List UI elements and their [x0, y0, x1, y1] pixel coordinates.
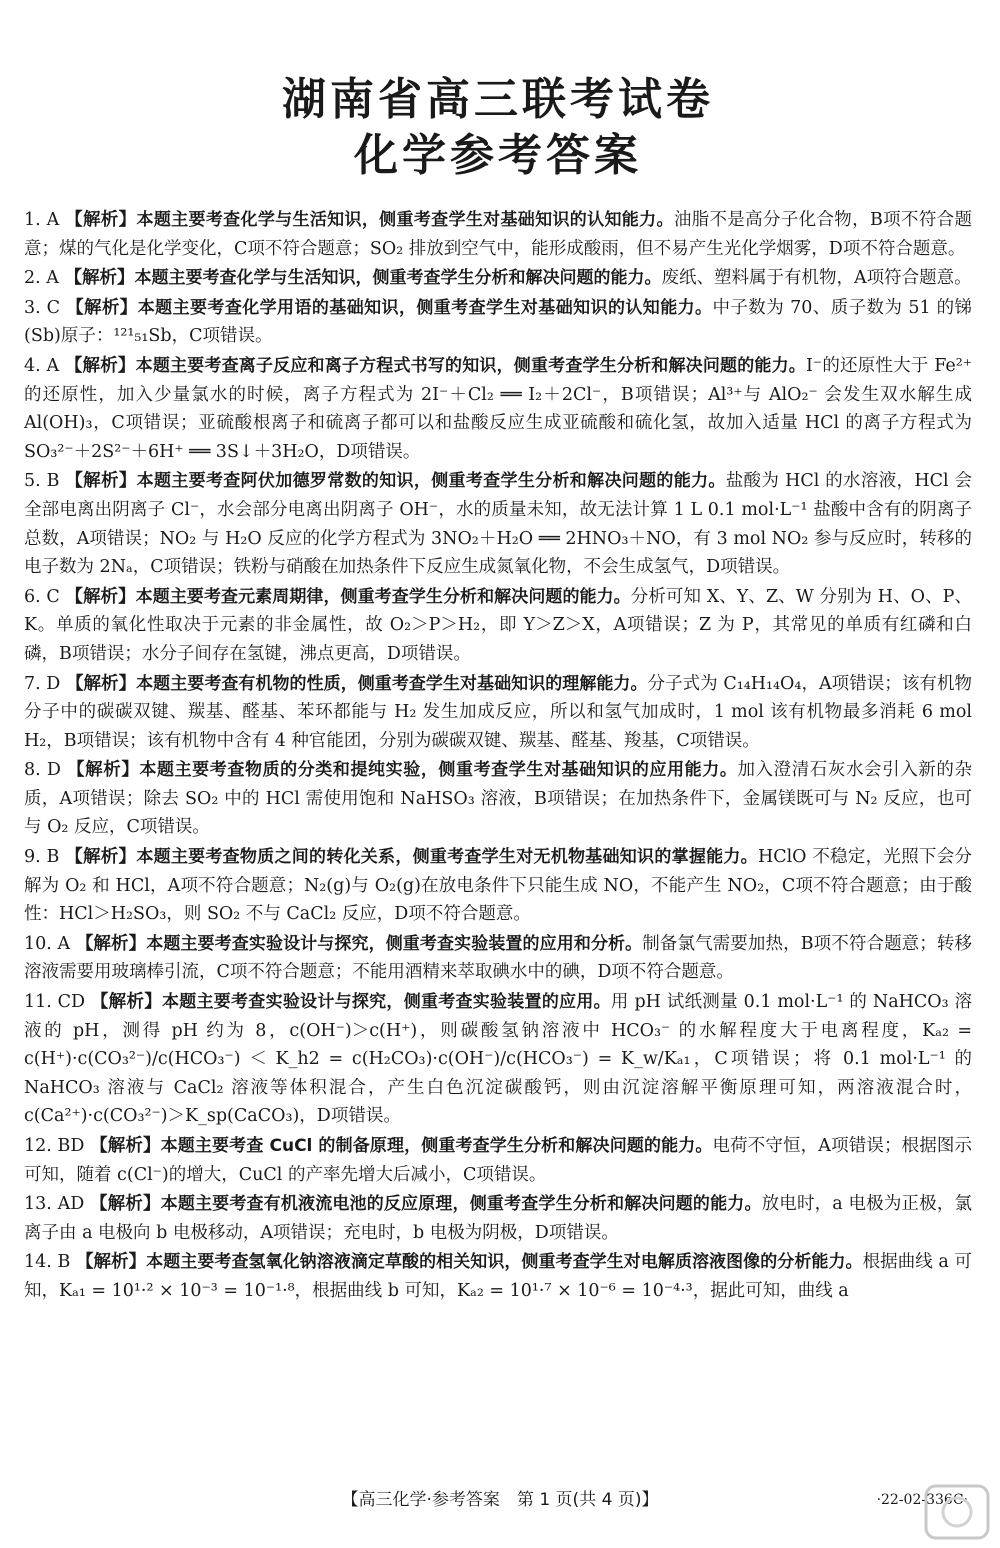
analysis-tag: 【解析】	[65, 471, 137, 492]
analysis-body: 分子式为 C₁₄H₁₄O₄，A项错误；该有机物分子中的碳碳双键、羰基、醛基、苯环都能与 H₂ 发生加成反应，所以和氢气加成时，1 mol 该有机物最多消耗 6 mol H₂，B项错误；该有机物中含有 4 种官能团，分别为碳碳双键、羰基、醛基、羧基，C项错误。	[24, 673, 972, 751]
footer-paper-code: ·22-02-336C·	[876, 1492, 968, 1508]
answer-item-8	[24, 756, 972, 842]
analysis-tag: 【解析】	[65, 673, 137, 694]
analysis-tag: 【解析】	[64, 355, 136, 376]
analysis-body: 废纸、塑料属于有机物，A项符合题意。	[661, 268, 972, 289]
answer-item-1	[24, 206, 972, 263]
answer-number: 5. B	[24, 471, 60, 492]
answer-item-12	[24, 1132, 972, 1189]
answer-item-11	[24, 988, 972, 1131]
analysis-tag: 【解析】	[75, 933, 147, 954]
watermark-logo-icon	[922, 1480, 992, 1544]
analysis-body: 电荷不守恒，A项错误；根据图示可知，随着 c(Cl⁻)的增大，CuCl 的产率先增大后减小，C项错误。	[24, 1136, 972, 1185]
analysis-lead: 本题主要考查元素周期律，侧重考查学生分析和解决问题的能力。	[135, 586, 631, 607]
analysis-body: 分析可知 X、Y、Z、W 分别为 H、O、P、K。单质的氧化性取决于元素的非金属性，故 O₂＞P＞H₂，即 Y＞Z＞X，A项错误；Z 为 P，其常见的单质有红磷和白磷，B项错误；水分子间存在氢键，沸点更高，D项错误。	[24, 586, 973, 664]
answer-number: 14. B	[24, 1252, 71, 1273]
analysis-body: I⁻的还原性大于 Fe²⁺ 的还原性，加入少量氯水的时候，离子方程式为 2I⁻＋Cl₂ ══ I₂＋2Cl⁻，B项错误；Al³⁺与 AlO₂⁻ 会发生双水解生成 Al(OH)₃，C项错误；亚硫酸根离子和硫离子都可以和盐酸反应生成亚硫酸和硫化氢，故加入适量 HCl 的离子方程式为 SO₃²⁻＋2S²⁻＋6H⁺ ══ 3S↓＋3H₂O，D项错误。	[24, 355, 973, 462]
page-footer	[0, 1486, 1000, 1514]
analysis-body: 用 pH 试纸测量 0.1 mol·L⁻¹ 的 NaHCO₃ 溶液的 pH，测得 pH 约为 8，c(OH⁻)＞c(H⁺)，则碳酸氢钠溶液中 HCO₃⁻ 的水解程度大于电离程度，Kₐ₂ = c(H⁺)·c(CO₃²⁻)/c(HCO₃⁻) ＜ K_h2 = c(H₂CO₃)·c(OH⁻)/c(HCO₃⁻) = K_w/Kₐ₁，C项错误；将 0.1 mol·L⁻¹ 的 NaHCO₃ 溶液与 CaCl₂ 溶液等体积混合，产生白色沉淀碳酸钙，则由沉淀溶解平衡原理可知，两溶液混合时，c(Ca²⁺)·c(CO₃²⁻)＞K_sp(CaCO₃)，D项错误。	[24, 992, 972, 1127]
answer-number: 7. D	[24, 673, 61, 694]
analysis-body: 根据曲线 a 可知，Kₐ₁ = 10¹·² × 10⁻³ = 10⁻¹·⁸，根据曲线 b 可知，Kₐ₂ = 10¹·⁷ × 10⁻⁶ = 10⁻⁴·³，据此可知，曲线 a	[24, 1252, 972, 1301]
answer-number: 4. A	[24, 355, 60, 376]
answer-number: 1. A	[24, 210, 60, 230]
analysis-tag: 【解析】	[90, 992, 162, 1013]
analysis-lead: 本题主要考查实验设计与探究，侧重考查实验装置的应用和分析。	[146, 933, 643, 954]
analysis-tag: 【解析】	[90, 1136, 161, 1156]
answer-list	[24, 206, 972, 1306]
analysis-body: 油脂不是高分子化合物，B项不符合题意；煤的气化是化学变化，C项不符合题意；SO₂ 排放到空气中，能形成酸雨，但不易产生光化学烟雾，D项不符合题意。	[24, 210, 973, 259]
answer-number: 3. C	[24, 297, 61, 318]
analysis-lead: 本题主要考查氢氧化钠溶液滴定草酸的相关知识，侧重考查学生对电解质溶液图像的分析能力。	[146, 1252, 863, 1273]
analysis-lead: 本题主要考查化学与生活知识，侧重考查学生分析和解决问题的能力。	[134, 268, 662, 289]
analysis-tag: 【解析】	[67, 760, 140, 781]
answer-item-5	[24, 467, 972, 581]
answer-number: 2. A	[24, 268, 59, 289]
answer-item-3	[24, 294, 972, 351]
analysis-tag: 【解析】	[65, 847, 137, 868]
analysis-body: 制备氯气需要加热，B项不符合题意；转移溶液需要用玻璃棒引流，C项不符合题意；不能用酒精来萃取碘水中的碘，D项不符合题意。	[24, 933, 972, 983]
page-title: 湖南省高三联考试卷	[282, 74, 714, 125]
answer-number: 13. AD	[24, 1194, 85, 1215]
analysis-lead: 本题主要考查化学用语的基础知识，侧重考查学生对基础知识的认知能力。	[137, 297, 713, 318]
analysis-tag: 【解析】	[89, 1194, 161, 1215]
analysis-tag: 【解析】	[65, 586, 136, 607]
analysis-lead: 本题主要考查实验设计与探究，侧重考查实验装置的应用。	[161, 992, 611, 1013]
answer-item-14	[24, 1248, 972, 1305]
answer-number: 11. CD	[24, 992, 86, 1013]
answer-number: 6. C	[24, 586, 60, 607]
answer-item-9	[24, 843, 972, 929]
analysis-lead: 本题主要考查有机物的性质，侧重考查学生对基础知识的理解能力。	[136, 673, 648, 694]
footer-page-info: 【高三化学·参考答案 第 1 页(共 4 页)】	[341, 1490, 659, 1510]
analysis-body: 放电时，a 电极为正极，氯离子由 a 电极向 b 电极移动，A项错误；充电时，b 电极为阴极，D项错误。	[24, 1194, 972, 1243]
analysis-body: 盐酸为 HCl 的水溶液，HCl 会全部电离出阴离子 Cl⁻，水会部分电离出阴离子 OH⁻，水的质量未知，故无法计算 1 L 0.1 mol·L⁻¹ 盐酸中含有的阴离子总数，A项错误；NO₂ 与 H₂O 反应的化学方程式为 3NO₂＋H₂O ══ 2HNO₃＋NO，有 3 mol NO₂ 参与反应时，转移的电子数为 2Nₐ，C项错误；铁粉与硝酸在加热条件下反应生成氮氧化物，不会生成氢气，D项错误。	[24, 471, 973, 578]
analysis-body: 加入澄清石灰水会引入新的杂质，A项错误；除去 SO₂ 中的 HCl 需使用饱和 NaHSO₃ 溶液，B项错误；在加热条件下，金属镁既可与 N₂ 反应，也可与 O₂ 反应，C项错误。	[24, 760, 973, 838]
analysis-lead: 本题主要考查物质之间的转化关系，侧重考查学生对无机物基础知识的掌握能力。	[136, 847, 758, 868]
analysis-lead: 本题主要考查离子反应和离子方程式书写的知识，侧重考查学生分析和解决问题的能力。	[135, 355, 806, 376]
analysis-tag: 【解析】	[75, 1252, 147, 1273]
analysis-tag: 【解析】	[66, 297, 138, 318]
answer-number: 12. BD	[24, 1136, 85, 1156]
analysis-body: HClO 不稳定，光照下会分解为 O₂ 和 HCl，A项不符合题意；N₂(g)与 O₂(g)在放电条件下只能生成 NO，不能产生 NO₂，C项不符合题意；由于酸性：HCl＞H₂SO₃，则 SO₂ 不与 CaCl₂ 反应，D项不符合题意。	[24, 847, 972, 925]
answer-number: 10. A	[24, 933, 71, 954]
page-subtitle: 化学参考答案	[354, 130, 642, 181]
analysis-body: 中子数为 70、质子数为 51 的锑(Sb)原子：¹²¹₅₁Sb，C项错误。	[24, 297, 972, 347]
analysis-lead: 本题主要考查阿伏加德罗常数的知识，侧重考查学生分析和解决问题的能力。	[136, 471, 726, 492]
analysis-tag: 【解析】	[64, 268, 135, 289]
analysis-lead: 本题主要考查 CuCl 的制备原理，侧重考查学生分析和解决问题的能力。	[160, 1136, 713, 1156]
answer-number: 8. D	[24, 760, 61, 781]
answer-item-13	[24, 1190, 972, 1247]
answer-item-10	[24, 930, 972, 987]
analysis-tag: 【解析】	[65, 210, 137, 230]
analysis-lead: 本题主要考查物质的分类和提纯实验，侧重考查学生对基础知识的应用能力。	[139, 760, 738, 781]
answer-item-2	[24, 264, 972, 293]
analysis-lead: 本题主要考查化学与生活知识，侧重考查学生对基础知识的认知能力。	[136, 210, 674, 230]
title-block	[24, 0, 972, 184]
answer-item-7	[24, 670, 972, 756]
answer-number: 9. B	[24, 847, 60, 868]
answer-item-4	[24, 352, 972, 466]
answer-item-6	[24, 583, 972, 669]
analysis-lead: 本题主要考查有机液流电池的反应原理，侧重考查学生分析和解决问题的能力。	[160, 1194, 762, 1215]
